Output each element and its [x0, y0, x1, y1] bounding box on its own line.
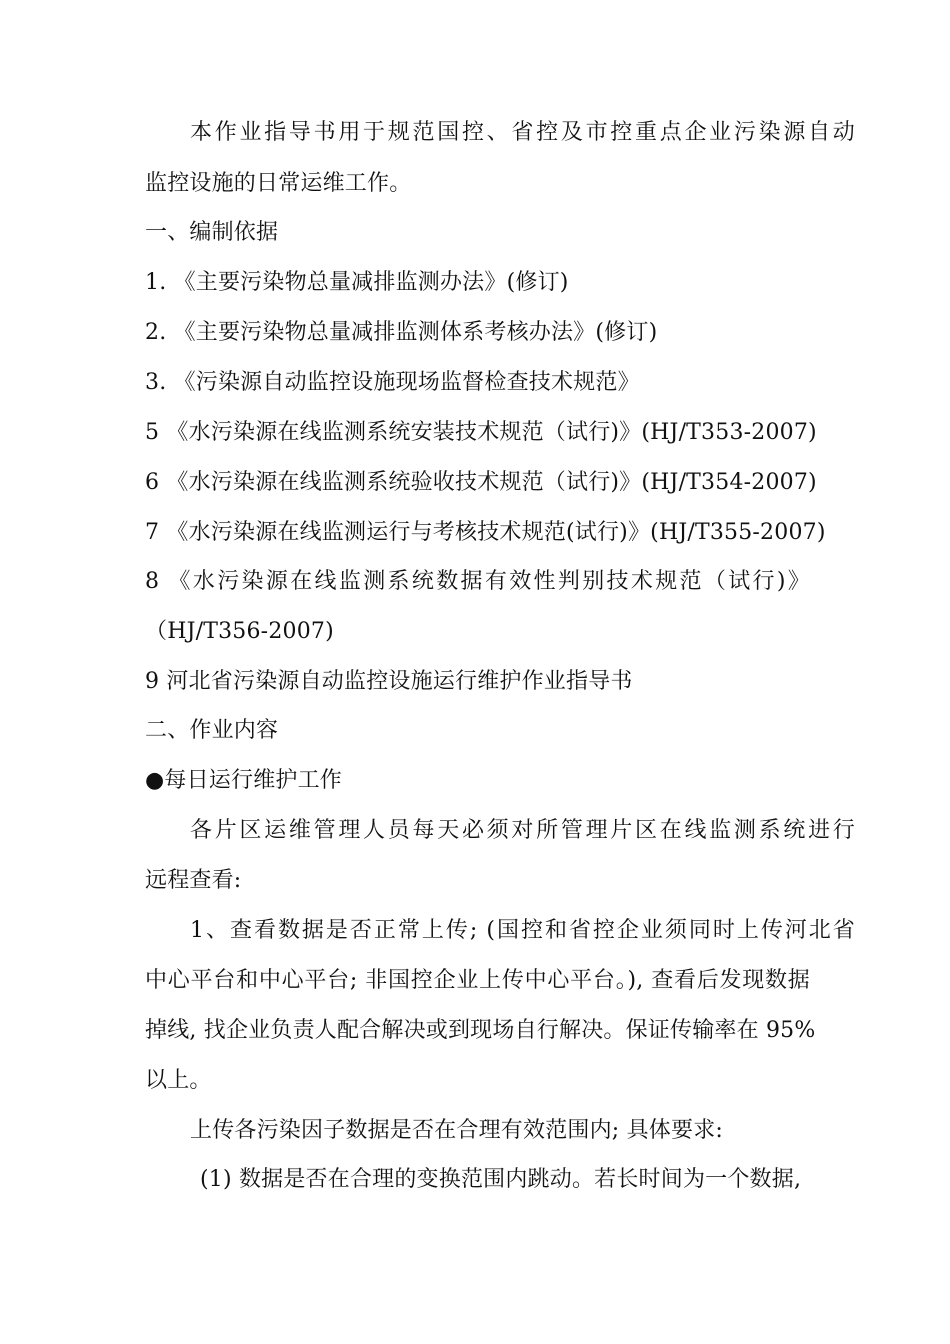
factor-requirements-line: 上传各污染因子数据是否在合理有效范围内; 具体要求:	[190, 1118, 724, 1143]
check-item-1-line-1: 1、查看数据是否正常上传; (国控和省控企业须同时上传河北省	[190, 918, 855, 943]
reference-item-8: 8 《水污染源在线监测系统数据有效性判别技术规范（试行)》	[145, 569, 810, 594]
reference-item-2: 2. 《主要污染物总量减排监测体系考核办法》(修订)	[145, 320, 658, 345]
check-item-1-line-2: 中心平台和中心平台; 非国控企业上传中心平台。), 查看后发现数据	[145, 968, 810, 993]
intro-paragraph-line-2: 监控设施的日常运维工作。	[145, 171, 412, 196]
daily-paragraph-line-1: 各片区运维管理人员每天必须对所管理片区在线监测系统进行	[190, 818, 855, 843]
intro-paragraph-line-1: 本作业指导书用于规范国控、省控及市控重点企业污染源自动	[190, 120, 855, 145]
reference-item-9: 9 河北省污染源自动监控设施运行维护作业指导书	[145, 669, 633, 694]
reference-item-5: 5 《水污染源在线监测系统安装技术规范（试行)》(HJ/T353-2007)	[145, 420, 817, 445]
check-item-1-line-4: 以上。	[145, 1068, 212, 1093]
reference-item-3: 3. 《污染源自动监控设施现场监督检查技术规范》	[145, 370, 640, 395]
reference-item-1: 1. 《主要污染物总量减排监测办法》(修订)	[145, 270, 569, 295]
section-heading-basis: 一、编制依据	[145, 220, 279, 245]
reference-item-6: 6 《水污染源在线监测系统验收技术规范（试行)》(HJ/T354-2007)	[145, 470, 817, 495]
daily-paragraph-line-2: 远程查看:	[145, 868, 242, 893]
reference-item-7: 7 《水污染源在线监测运行与考核技术规范(试行)》(HJ/T355-2007)	[145, 520, 826, 545]
subheading-daily-maintenance: ●每日运行维护工作	[145, 768, 342, 793]
check-item-1-line-3: 掉线, 找企业负责人配合解决或到现场自行解决。保证传输率在 95%	[145, 1018, 816, 1043]
requirement-item-1-line: (1) 数据是否在合理的变换范围内跳动。若长时间为一个数据,	[200, 1167, 802, 1192]
section-heading-content: 二、作业内容	[145, 718, 279, 743]
reference-item-8-continued: （HJ/T356-2007)	[145, 619, 334, 644]
